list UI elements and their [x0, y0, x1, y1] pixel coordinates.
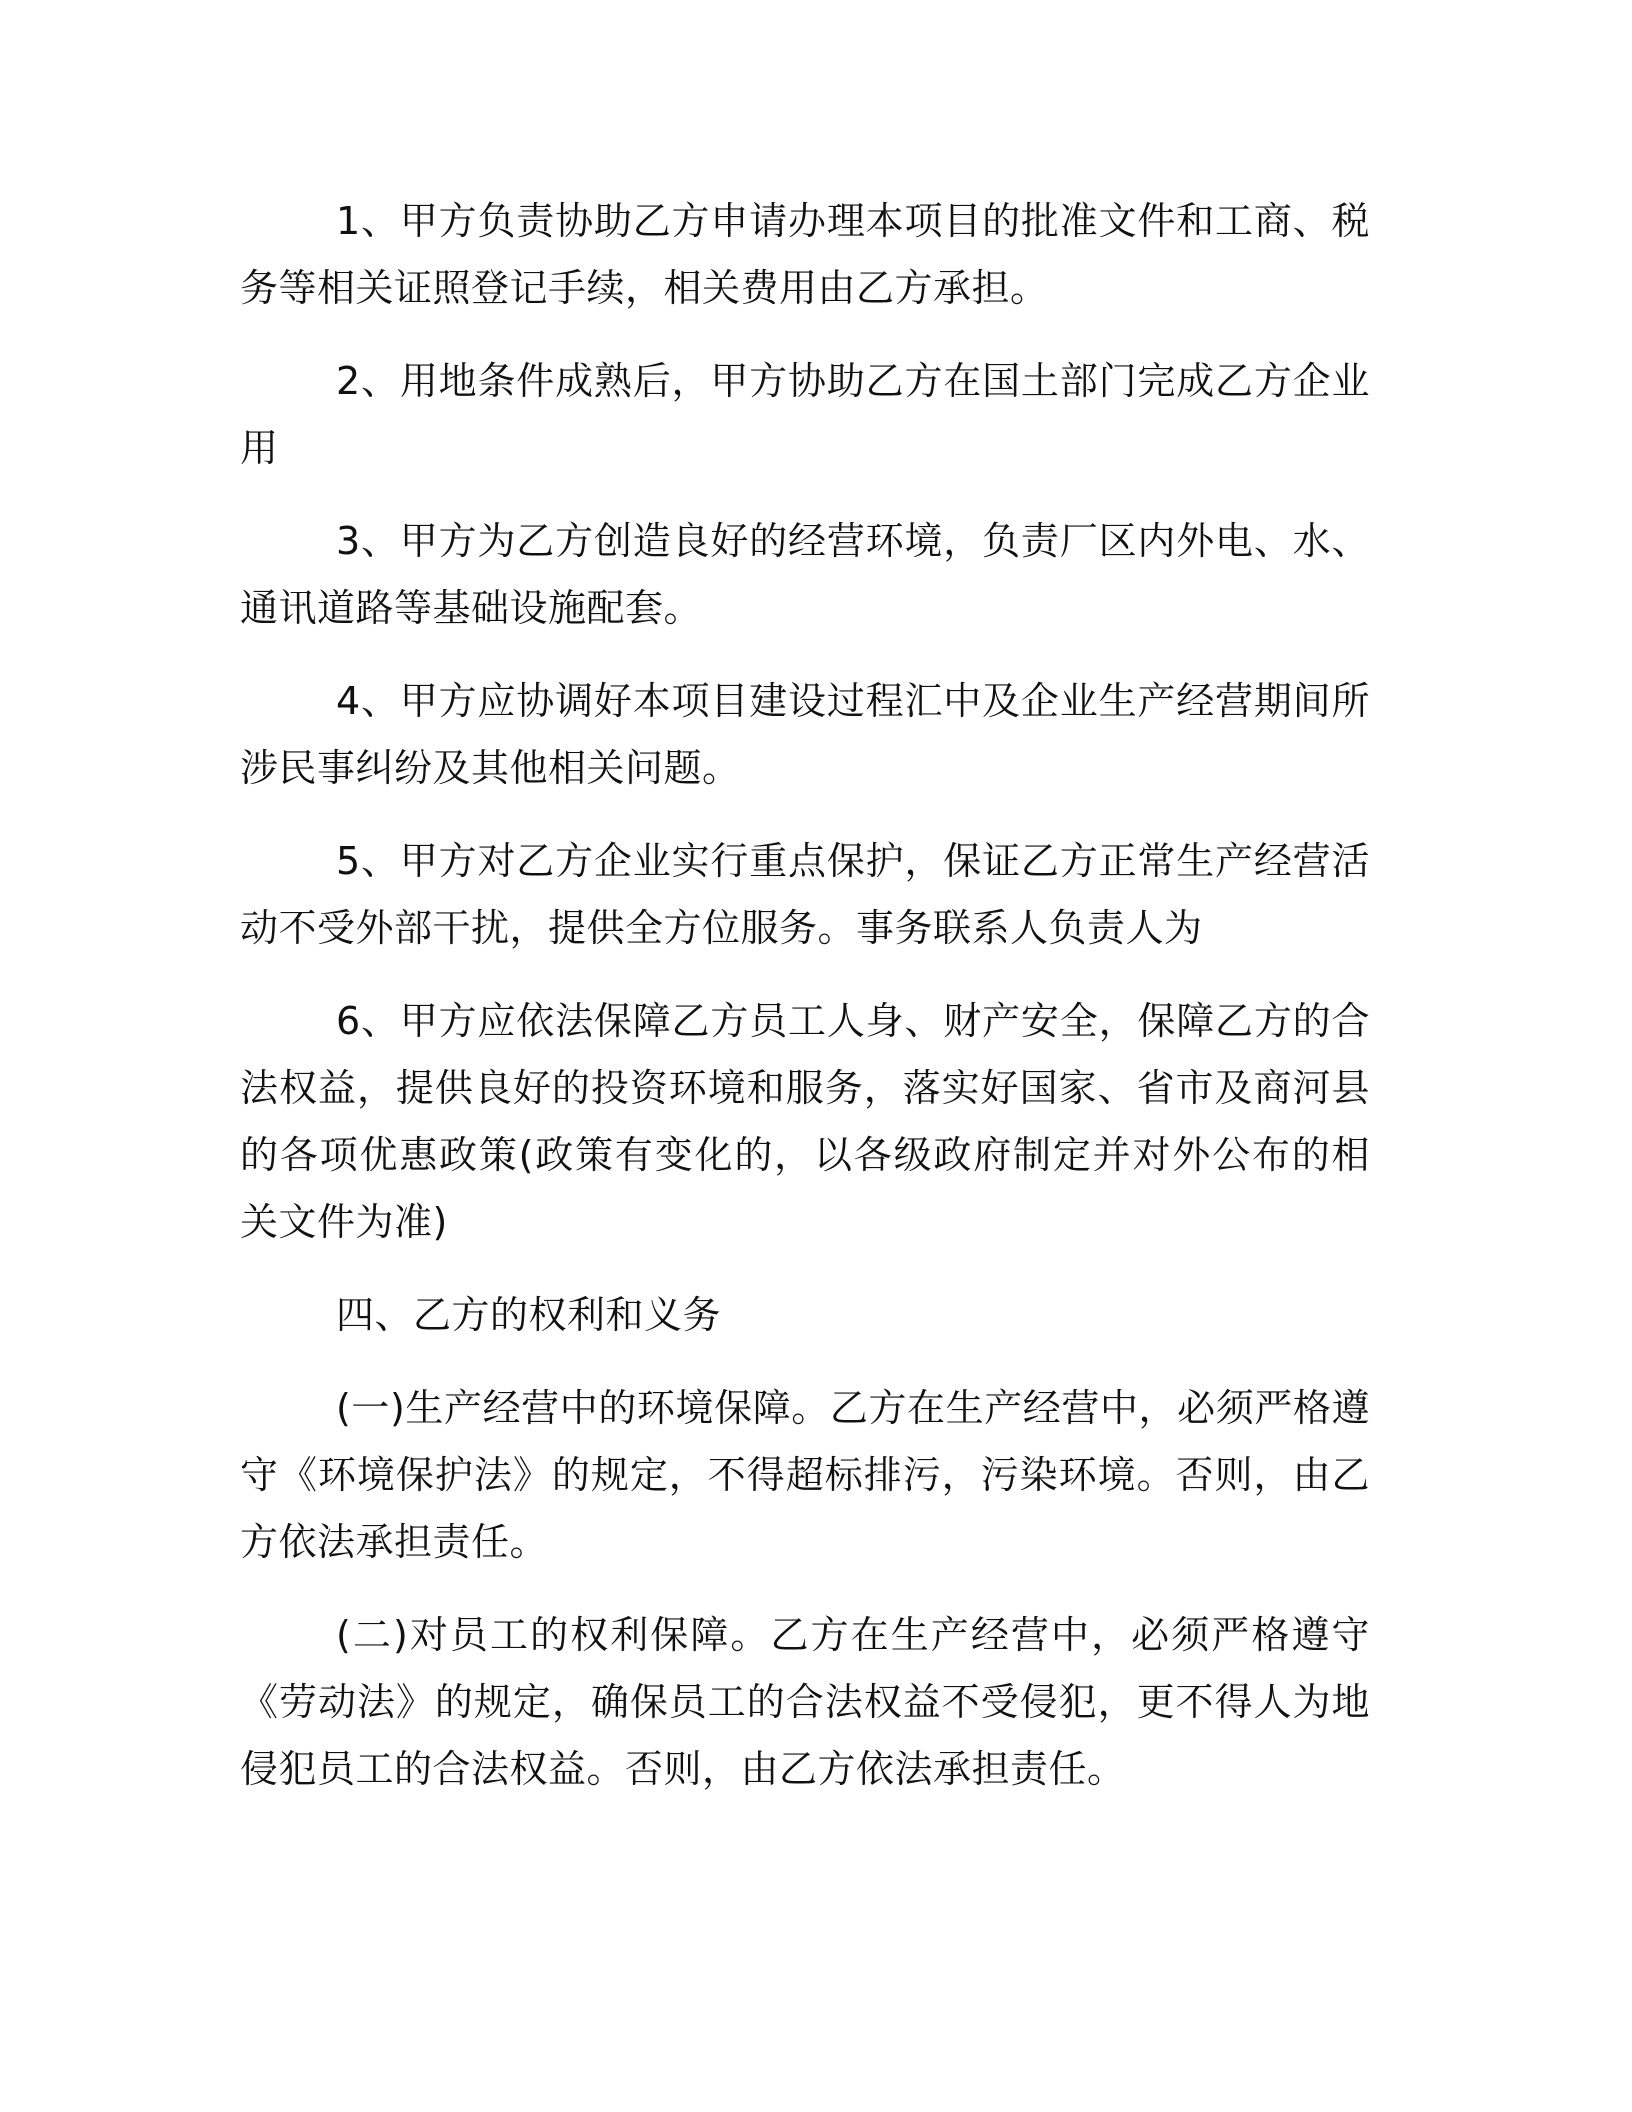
clause-1: 1、甲方负责协助乙方申请办理本项目的批准文件和工商、税务等相关证照登记手续，相关费用由乙方承担。 — [240, 199, 1370, 310]
clause-employee-rights: (二)对员工的权利保障。乙方在生产经营中，必须严格遵守《劳动法》的规定，确保员工的合法权益不受侵犯，更不得人为地侵犯员工的合法权益。否则，由乙方依法承担责任。 — [240, 1613, 1370, 1791]
section-heading-party-b: 四、乙方的权利和义务 — [336, 1293, 722, 1337]
document-body — [240, 188, 1370, 1829]
clause-environment: (一)生产经营中的环境保障。乙方在生产经营中，必须严格遵守《环境保护法》的规定，不得超标排污，污染环境。否则，由乙方依法承担责任。 — [240, 1386, 1370, 1564]
clause-3: 3、甲方为乙方创造良好的经营环境，负责厂区内外电、水、通讯道路等基础设施配套。 — [240, 519, 1370, 630]
clause-4: 4、甲方应协调好本项目建设过程汇中及企业生产经营期间所涉民事纠纷及其他相关问题。 — [240, 679, 1370, 790]
clause-6: 6、甲方应依法保障乙方员工人身、财产安全，保障乙方的合法权益，提供良好的投资环境和服务，落实好国家、省市及商河县的各项优惠政策(政策有变化的，以各级政府制定并对外公布的相关文件为准) — [240, 999, 1370, 1244]
clause-5: 5、甲方对乙方企业实行重点保护，保证乙方正常生产经营活动不受外部干扰，提供全方位服务。事务联系人负责人为 — [240, 839, 1370, 950]
clause-2: 2、用地条件成熟后，甲方协助乙方在国土部门完成乙方企业用 — [240, 359, 1370, 470]
